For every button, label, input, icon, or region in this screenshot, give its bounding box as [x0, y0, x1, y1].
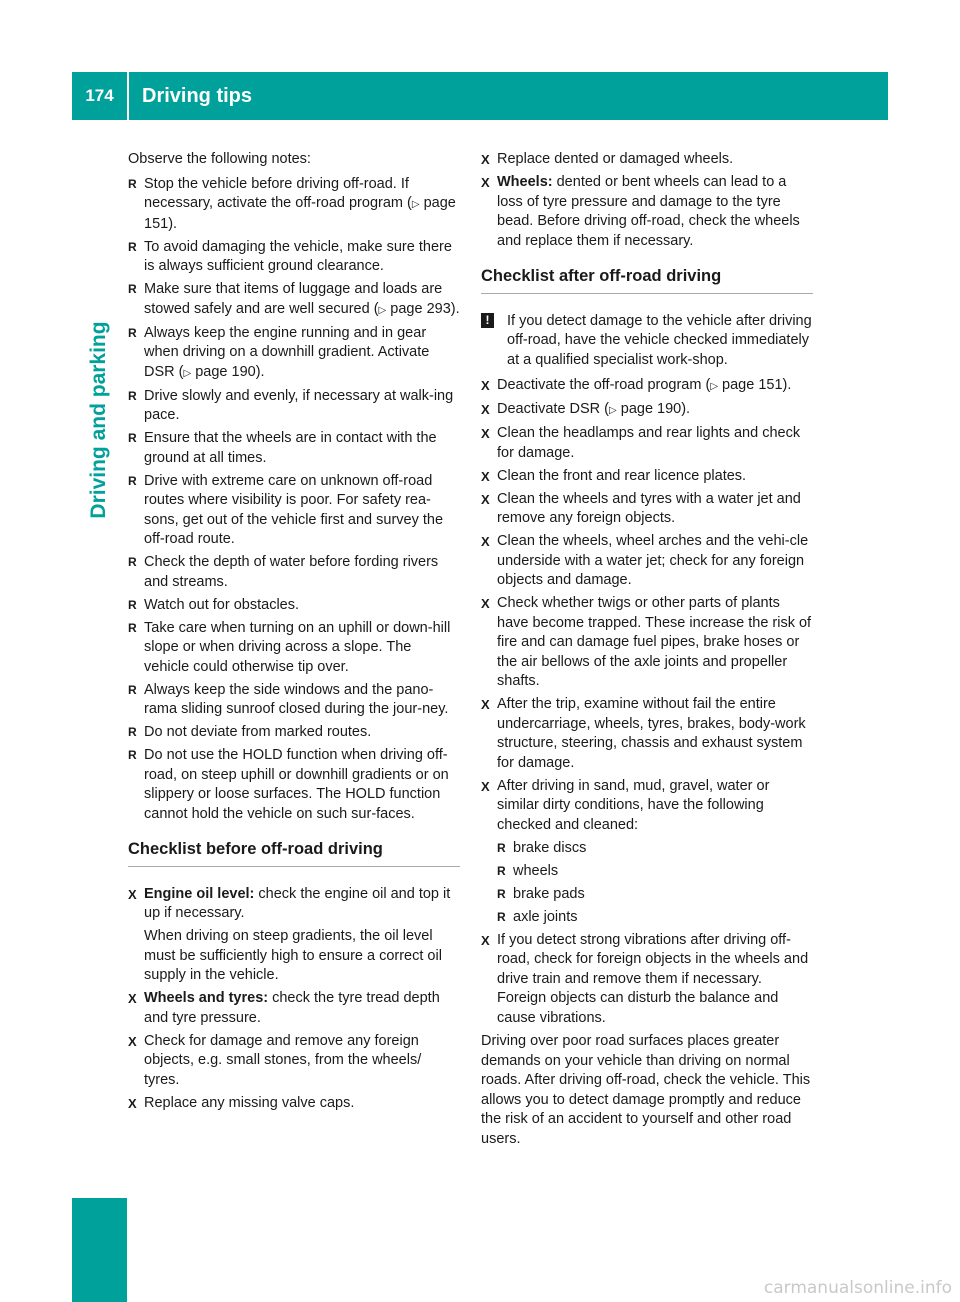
item-text: Ensure that the wheels are in contact with the ground at all times. [144, 430, 437, 466]
item-text: Clean the front and rear licence plates. [497, 467, 747, 484]
item-text: Take care when turning on an uphill or down-hill slope or when driving across a slope. The vehicle could otherwise tip over. [144, 619, 451, 675]
item-label: Engine oil level: [144, 885, 255, 902]
item-text: After driving in sand, mud, gravel, water or similar dirty conditions, have the following checked and cleaned: [497, 777, 770, 833]
watermark: carmanualsonline.info [763, 1278, 952, 1298]
item-text: Replace dented or damaged wheels. [497, 151, 734, 167]
item-text: check the engine oil and top it up if necessary. [144, 885, 451, 921]
section-heading-before: Checklist before off-road driving [128, 840, 460, 867]
page-ref-link: page 151). [144, 195, 456, 232]
list-item [481, 400, 813, 421]
page-ref-link: page 190). [195, 363, 265, 380]
right-column [481, 150, 813, 1154]
list-item [128, 1032, 460, 1091]
list-item [128, 429, 460, 468]
checklist-before [128, 885, 460, 1114]
page-title: Driving tips [142, 85, 253, 107]
item-text: After the trip, examine without fail the entire undercarriage, wheels, tyres, brakes, body-work structure, steering, chassis and exhaust system for damage. [497, 696, 806, 771]
list-item [481, 376, 813, 397]
list-item [481, 594, 813, 692]
warning-note [481, 312, 813, 371]
item-text: If you detect strong vibrations after driving off-road, check for foreign objects in the wheels and drive train and remove them if necessary. Foreign objects can disturb the balance and cause vibrations. [497, 931, 809, 1026]
item-text: Deactivate DSR ( [497, 401, 610, 417]
list-item [128, 472, 460, 550]
checklist-before-continued [481, 150, 813, 251]
item-text: Clean the wheels, wheel arches and the vehi-cle underside with a water jet; check for any foreign objects and damage. [497, 533, 809, 588]
item-text: check the tyre tread depth and tyre pressure. [144, 990, 440, 1026]
page-ref-arrow-icon: ▷ [411, 199, 420, 210]
list-item [128, 596, 460, 616]
item-text: Replace any missing valve caps. [144, 1094, 355, 1111]
list-item [481, 777, 813, 836]
item-text: Make sure that items of luggage and loads are stowed safely and are well secured ( [144, 281, 443, 317]
list-item [128, 723, 460, 743]
item-text: Clean the headlamps and rear lights and check for damage. [497, 425, 801, 461]
item-text: brake discs [513, 839, 587, 856]
warning-icon: ! [481, 313, 494, 328]
item-text: Deactivate the off-road program ( [497, 377, 711, 393]
page-ref-link: page 293). [390, 300, 460, 317]
item-text: Check whether twigs or other parts of plants have become trapped. These increase the risk of fire and can damage fuel pipes, brake hoses or the air bellows of the axle joints and propeller shafts. [497, 595, 812, 689]
list-item [128, 175, 460, 235]
item-text: dented or bent wheels can lead to a loss of tyre pressure and damage to the tyre bead. Before driving off-road, check the wheels and replace them if necessary. [497, 174, 800, 249]
list-item [128, 885, 460, 924]
list-item [128, 324, 460, 384]
sub-list-item [481, 885, 813, 905]
chapter-label: Driving and parking [87, 321, 110, 519]
warning-text: If you detect damage to the vehicle after driving off-road, have the vehicle checked immediately at a qualified specialist work-shop. [507, 312, 812, 368]
list-item [481, 424, 813, 463]
page-ref-arrow-icon: ▷ [710, 381, 719, 392]
list-item [481, 150, 813, 170]
item-note: When driving on steep gradients, the oil level must be sufficiently high to ensure a correct oil supply in the vehicle. [144, 928, 442, 983]
item-text: Drive with extreme care on unknown off-road routes where visibility is poor. For safety rea-sons, get out of the vehicle first and survey the off-road route. [144, 472, 444, 547]
sub-list-item [481, 908, 813, 928]
item-text: brake pads [513, 885, 585, 902]
section-heading-after: Checklist after off-road driving [481, 267, 813, 294]
list-item [128, 280, 460, 320]
list-item [481, 467, 813, 487]
page-ref-arrow-icon: ▷ [183, 367, 192, 379]
item-text: Drive slowly and evenly, if necessary at walk-ing pace. [144, 387, 454, 423]
page-ref-link: page 190). [620, 401, 691, 417]
item-text: Clean the wheels and tyres with a water jet and remove any foreign objects. [497, 490, 801, 526]
item-text: wheels [513, 862, 559, 879]
list-item [128, 746, 460, 824]
page-ref-link: page 151). [722, 377, 792, 393]
side-tab [72, 1198, 127, 1302]
left-column [128, 150, 460, 1117]
list-item [128, 238, 460, 277]
notes-list [128, 175, 460, 825]
item-text: Do not deviate from marked routes. [144, 724, 372, 740]
item-text: Always keep the side windows and the pano-rama sliding sunroof closed during the jour-ney. [144, 681, 449, 717]
list-item [481, 931, 813, 1029]
item-text: Check for damage and remove any foreign objects, e.g. small stones, from the wheels/ tyres. [144, 1032, 422, 1088]
closing-text: Driving over poor road surfaces places greater demands on your vehicle than driving on normal roads. After driving off-road, check the vehicle. This allows you to detect damage promptly and reduce the risk of an accident to yourself and other road users. [481, 1033, 811, 1147]
list-item [128, 553, 460, 592]
item-label: Wheels: [497, 174, 553, 190]
list-item [128, 681, 460, 720]
checklist-after [481, 376, 813, 835]
sub-list-item [481, 862, 813, 882]
item-text: Always keep the engine running and in gear when driving on a downhill gradient. Activate DSR ( [144, 324, 430, 380]
list-item [481, 173, 813, 251]
list-item [481, 532, 813, 591]
cleaning-sub-list [481, 839, 813, 928]
item-text: To avoid damaging the vehicle, make sure there is always sufficient ground clearance. [144, 238, 452, 274]
item-text: Watch out for obstacles. [144, 596, 300, 613]
list-item [128, 1094, 460, 1114]
item-text: Check the depth of water before fording rivers and streams. [144, 554, 439, 590]
item-text: Do not use the HOLD function when driving off-road, on steep uphill or downhill gradients or on slippery or loose surfaces. The HOLD function cannot hold the vehicle on such sur-faces. [144, 747, 449, 822]
list-item [128, 989, 460, 1028]
item-text: Stop the vehicle before driving off-road. If necessary, activate the off-road program ( [144, 175, 412, 211]
list-item [128, 387, 460, 426]
item-text: axle joints [513, 908, 578, 925]
page-number: 174 [85, 86, 114, 105]
list-item [481, 695, 813, 773]
page-ref-arrow-icon: ▷ [609, 405, 617, 416]
list-item [128, 619, 460, 678]
item-label: Wheels and tyres: [144, 990, 269, 1006]
intro-text: Observe the following notes: [128, 151, 311, 167]
page-ref-arrow-icon: ▷ [378, 304, 387, 316]
list-item [481, 490, 813, 529]
header-divider [127, 72, 129, 120]
sub-list-item [481, 839, 813, 859]
